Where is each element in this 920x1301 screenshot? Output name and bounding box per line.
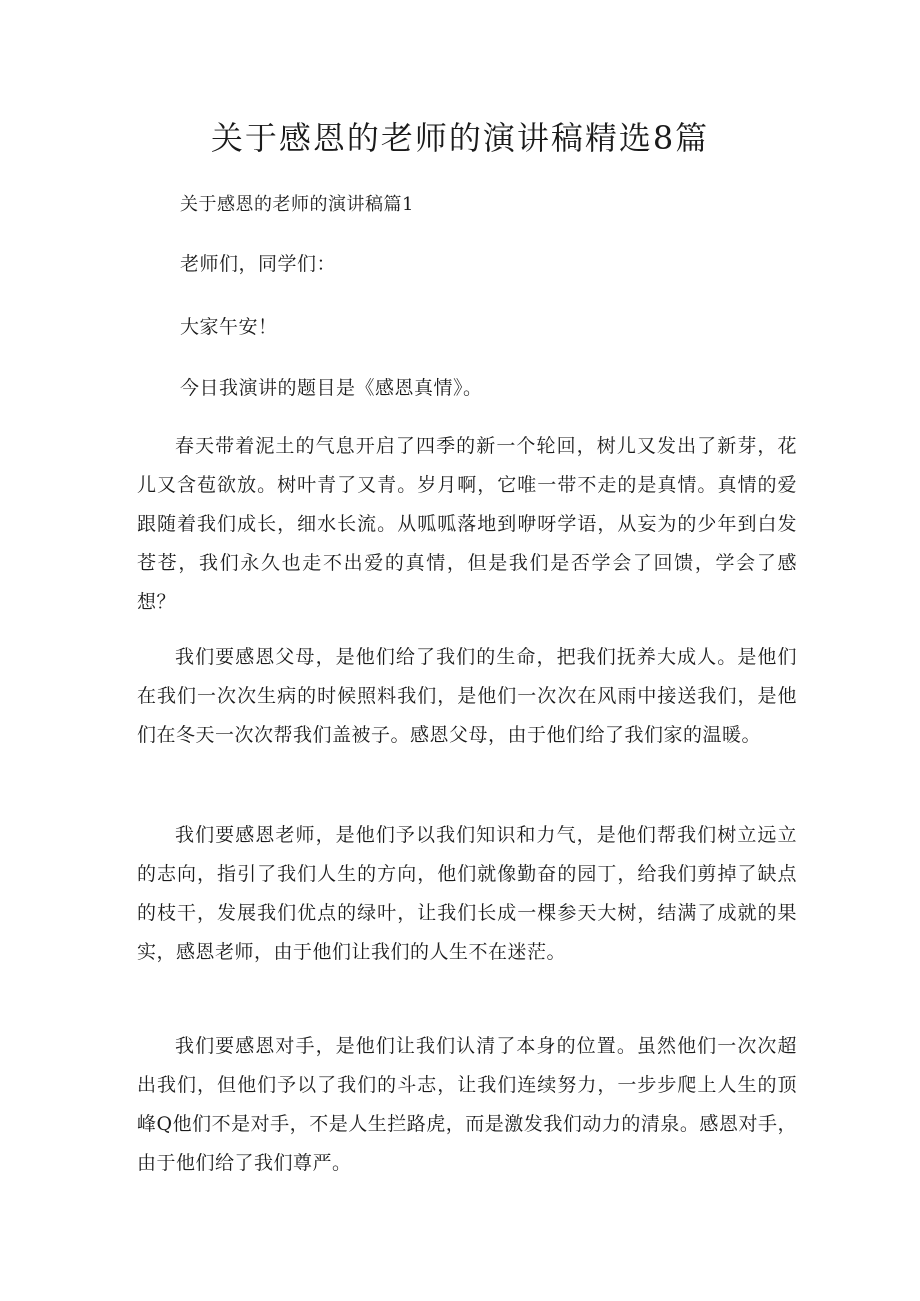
document-title: 关于感恩的老师的演讲稿精选8篇 <box>210 119 710 157</box>
greeting: 大家午安！ <box>180 316 278 338</box>
paragraph: 我们要感恩老师，是他们予以我们知识和力气，是他们帮我们树立远立的志向，指引了我们人生的方向，他们就像勤奋的园丁，给我们剪掉了缺点的枝干，发展我们优点的绿叶，让我们长成一棵参天大树，结满了成就的果实，感恩老师，由于他们让我们的人生不在迷茫。 <box>137 824 797 963</box>
section-heading: 关于感恩的老师的演讲稿篇1 <box>180 194 414 215</box>
salutation: 老师们，同学们： <box>180 253 337 275</box>
topic-line: 今日我演讲的题目是《感恩真情》。 <box>180 377 483 399</box>
paragraph: 我们要感恩对手，是他们让我们认清了本身的位置。虽然他们一次次超出我们，但他们予以了我们的斗志，让我们连续努力，一步步爬上人生的顶峰Q他们不是对手，不是人生拦路虎，而是激发我们动力的清泉。感恩对手，由于他们给了我们尊严。 <box>137 1035 797 1174</box>
paragraph: 我们要感恩父母，是他们给了我们的生命，把我们抚养大成人。是他们在我们一次次生病的时候照料我们，是他们一次次在风雨中接送我们，是他们在冬天一次次帮我们盖被子。感恩父母，由于他们给了我们家的温暖。 <box>137 646 797 746</box>
paragraph: 春天带着泥土的气息开启了四季的新一个轮回，树儿又发出了新芽，花儿又含苞欲放。树叶青了又青。岁月啊，它唯一带不走的是真情。真情的爱跟随着我们成长，细水长流。从呱呱落地到咿呀学语，从妄为的少年到白发苍苍，我们永久也走不出爱的真情，但是我们是否学会了回馈，学会了感想？ <box>137 435 797 613</box>
